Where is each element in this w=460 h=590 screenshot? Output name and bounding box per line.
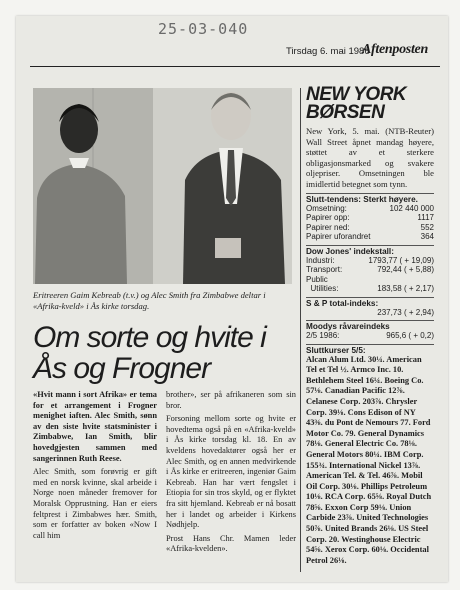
- close-trend-heading: Slutt-tendens: Sterkt høyere.: [306, 193, 434, 204]
- moodys-row: [306, 331, 434, 341]
- close-trend-value: 364: [420, 232, 434, 242]
- column-divider: [300, 88, 301, 572]
- stock-market-intro: New York, 5. mai. (NTB-Reuter) Wall Street åpnet mandag høyere, støttet av et sterkere obligasjonsmarked og svakere oljepriser. Omsetningen ble imidlertid betegnet som tynn.: [306, 126, 434, 189]
- close-trend-row: [306, 204, 434, 214]
- dow-jones-label: Transport:: [306, 265, 343, 275]
- newspaper-logo: Aftenposten: [362, 42, 428, 57]
- sp-value: 237,73 ( + 2,94): [377, 307, 434, 317]
- dow-jones-row: [306, 265, 434, 275]
- article-column-1: [33, 390, 157, 544]
- stock-market-column: [306, 86, 434, 566]
- moodys-label: 2/5 1986:: [306, 331, 340, 341]
- moodys-heading: Moodys råvareindeks: [306, 320, 434, 331]
- dow-jones-label: Public: [306, 274, 328, 284]
- sp-row: [306, 308, 434, 318]
- article-column-2: [166, 390, 296, 558]
- masthead-rule: [30, 66, 440, 67]
- close-trend-table: [306, 204, 434, 242]
- article-lead: «Hvit mann i sort Afrika» er tema for et arrangement i Frogner menighet iaften. Alec Smith, sønn av den siste hvite statsminister i Zimbabwe, Ian Smith, blir hovedgjesten sammen med sangerinnen Ruth Reese.: [33, 390, 157, 463]
- dow-jones-label: Industri:: [306, 255, 335, 265]
- close-trend-value: 552: [420, 222, 434, 232]
- photo-two-men: [33, 88, 292, 284]
- close-trend-label: Papirer ned:: [306, 222, 350, 232]
- closing-prices-heading: Sluttkurser 5/5:: [306, 344, 434, 355]
- article-headline: Om sorte og hvite i Ås og Frogner: [33, 321, 266, 385]
- sp-heading: S & P total-indeks:: [306, 297, 434, 308]
- close-trend-label: Papirer uforandret: [306, 232, 371, 242]
- close-trend-value: 102 440 000: [389, 203, 434, 213]
- article-body-3: Forsoning mellom sorte og hvite er hovedtema også på en «Afrika-kveld» i Ås kirke torsdag kl. 18. En av kveldens hovedaktører også her er Alec Smith, og en annen medvirkende i Ås kirke er eritreeren, ingeniør Gaim Kebreab. Han har vært fengslet i Etiopia for sin tros skyld, og er flyktet fra sitt hjemland. Kebreab er nå bosatt her i landet og arbeider i Kirkens Nødhjelp.: [166, 414, 296, 530]
- dow-jones-value: 183,58 ( + 2,17): [377, 284, 434, 294]
- dow-jones-row: [306, 284, 434, 294]
- photo-caption: Eritreeren Gaim Kebreab (t.v.) og Alec Smith fra Zimbabwe deltar i «Afrika-kveld» i Ås kirke torsdag.: [33, 290, 266, 311]
- dow-jones-heading: Dow Jones' indekstall:: [306, 245, 434, 256]
- photo-illustration: [33, 88, 292, 284]
- article-body-1: Alec Smith, som forøvrig er gift med en norsk kvinne, skal arbeide i Norge noen måneder fremover for Moralsk Opprustning. Han er eiers feltprest i Zimbabwes hær. Smith, som er forfatter av boken «Now I call him: [33, 467, 157, 540]
- masthead-date: Tirsdag 6. mai 1986: [286, 46, 370, 57]
- close-trend-row: [306, 232, 434, 242]
- closing-prices-list: Alcan Alum Ltd. 30¼. American Tel et Tel ½. Armco Inc. 10. Bethlehem Steel 16¼. Boeing Co. 57⅛. Canadian Pacific 12⅞. Celanese Corp. 203⅞. Chrysler Corp. 39⅛. Cons Edison of NY 43⅜. du Pont de Nemours 77. Ford Motor Co. 79. General Dynamics 78⅛. General Electric Co. 78⅛. General Motors 80¼. IBM Corp. 155¾. International Nickel 13⅞. American Tel. & Tel. 46⅞. Mobil Oil Corp. 30⅛. Phillips Petroleum 10⅛. RCA Corp. 65⅝. Royal Dutch 78⅝. Exxon Corp 59⅛. Union Carbide 23⅞. United Technologies 50⅞. United Brands 26⅛. US Steel Corp. 20. Westinghouse Electric 54⅝. Xerox Corp. 60⅛. Occidental Petrol 26⅛.: [306, 354, 432, 565]
- close-trend-value: 1117: [417, 213, 434, 223]
- dow-jones-table: [306, 256, 434, 294]
- close-trend-row: [306, 213, 434, 223]
- dow-jones-label: Utilities:: [306, 284, 339, 294]
- dow-jones-value: 1793,77 ( + 19,09): [368, 255, 434, 265]
- close-trend-label: Omsetning:: [306, 203, 347, 213]
- close-trend-label: Papirer opp:: [306, 213, 350, 223]
- article-body-4: Prost Hans Chr. Mamen leder «Afrika-kvelden».: [166, 533, 296, 554]
- dow-jones-row: [306, 256, 434, 266]
- dow-jones-value: 792,44 ( + 5,88): [377, 265, 434, 275]
- dow-jones-row: [306, 275, 434, 285]
- stock-market-title: NEW YORK BØRSEN: [306, 84, 407, 123]
- archive-stamp: 25-03-040: [158, 20, 249, 38]
- close-trend-row: [306, 223, 434, 233]
- moodys-value: 965,6 ( + 0,2): [386, 331, 434, 341]
- article-body-2: brother», ser på afrikaneren som sin bror.: [166, 390, 296, 410]
